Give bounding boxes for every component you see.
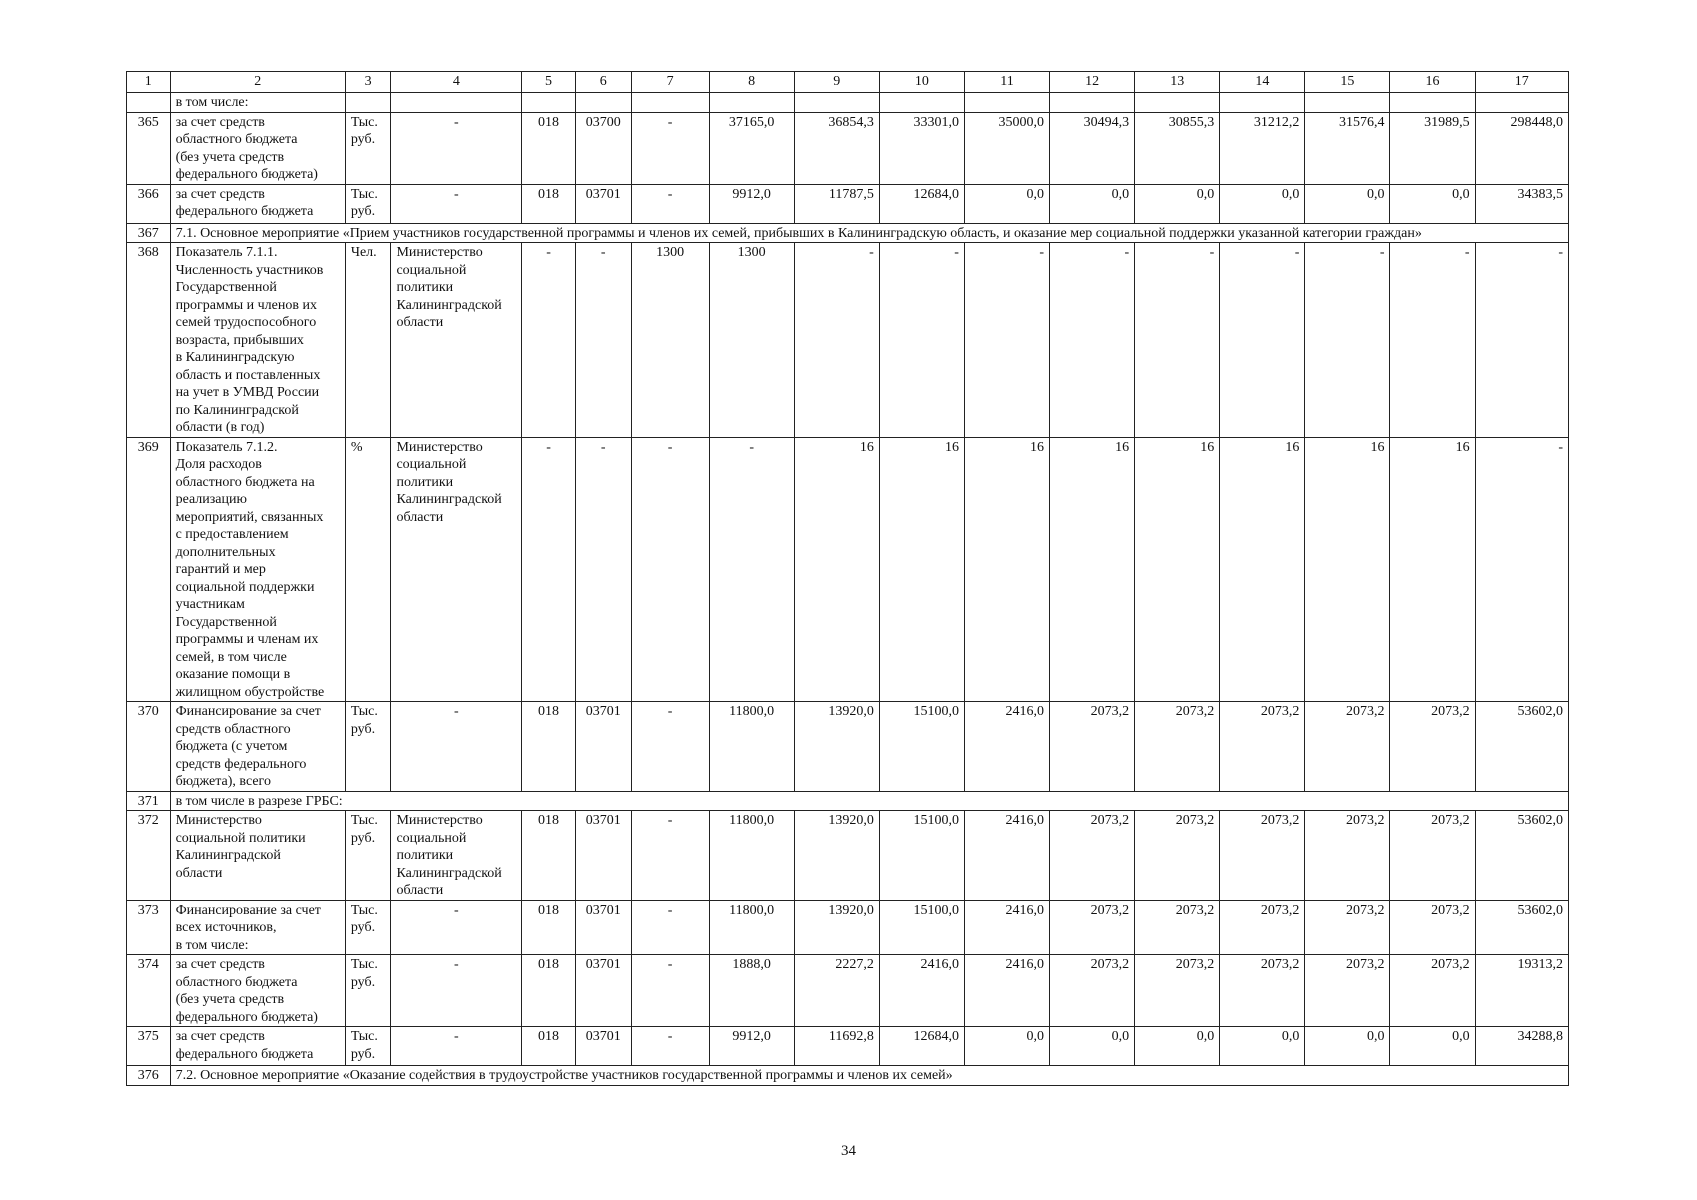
value-cell-c12: 30494,3 [1050, 112, 1135, 184]
value-cell-c10: 16 [879, 437, 964, 702]
value-cell-c11: 2416,0 [964, 900, 1049, 955]
value-cell-c8: 1300 [709, 243, 794, 438]
page-number: 34 [841, 1143, 856, 1159]
value-cell-c15: 2073,2 [1305, 811, 1390, 901]
unit-of-measure: Тыс. руб. [345, 900, 391, 955]
value-cell-c6: - [575, 437, 631, 702]
value-cell-c6: - [575, 243, 631, 438]
program-table [126, 71, 1569, 1086]
value-cell-c12: 0,0 [1050, 1027, 1135, 1066]
row-number: 372 [127, 811, 171, 901]
value-cell-c17: - [1475, 437, 1568, 702]
value-cell-c8: 37165,0 [709, 112, 794, 184]
value-cell-c5: - [522, 243, 576, 438]
column-number: 16 [1390, 72, 1475, 93]
value-cell-c8: 11800,0 [709, 702, 794, 792]
unit-of-measure: Тыс. руб. [345, 702, 391, 792]
value-cell-c13: 16 [1135, 437, 1220, 702]
table-row [127, 900, 1569, 955]
value-cell-c8: - [709, 437, 794, 702]
table-row [127, 243, 1569, 438]
value-cell-c14: 2073,2 [1220, 955, 1305, 1027]
row-number: 365 [127, 112, 171, 184]
value-cell-c12: 2073,2 [1050, 702, 1135, 792]
value-cell-c16: - [1390, 243, 1475, 438]
value-cell-c16: 2073,2 [1390, 955, 1475, 1027]
value-cell-c7: - [631, 112, 709, 184]
value-cell-c9: 11692,8 [794, 1027, 879, 1066]
value-cell-c16: 2073,2 [1390, 702, 1475, 792]
value-cell-c11: 16 [964, 437, 1049, 702]
value-cell-c11: 2416,0 [964, 811, 1049, 901]
value-cell-c15: 0,0 [1305, 184, 1390, 223]
value-cell-c13: 2073,2 [1135, 955, 1220, 1027]
value-cell-c10: 2416,0 [879, 955, 964, 1027]
value-cell-c7: - [631, 900, 709, 955]
value-cell-c5: 018 [522, 184, 576, 223]
row-number: 375 [127, 1027, 171, 1066]
value-cell-c12: 2073,2 [1050, 811, 1135, 901]
value-cell-c7: - [631, 437, 709, 702]
indicator-name: Министерство социальной политики Калининградской области [170, 811, 345, 901]
column-number: 7 [631, 72, 709, 93]
value-cell-c10: 15100,0 [879, 811, 964, 901]
value-cell-c5: 018 [522, 1027, 576, 1066]
value-cell-c14: - [1220, 243, 1305, 438]
unit-of-measure: Тыс. руб. [345, 112, 391, 184]
value-cell-c9: 13920,0 [794, 900, 879, 955]
header-row [127, 72, 1569, 93]
value-cell-c6: 03701 [575, 900, 631, 955]
responsible-executor: - [391, 900, 522, 955]
value-cell-c12: 0,0 [1050, 184, 1135, 223]
row-number: 367 [127, 223, 171, 243]
value-cell-c17: - [1475, 243, 1568, 438]
value-cell-c9: 13920,0 [794, 811, 879, 901]
value-cell-c9: 13920,0 [794, 702, 879, 792]
column-number: 2 [170, 72, 345, 93]
value-cell-c14: 31212,2 [1220, 112, 1305, 184]
column-number: 11 [964, 72, 1049, 93]
value-cell-c13: 2073,2 [1135, 811, 1220, 901]
row-number: 366 [127, 184, 171, 223]
value-cell-c12: - [1050, 243, 1135, 438]
row-number: 374 [127, 955, 171, 1027]
value-cell-c6: 03701 [575, 702, 631, 792]
column-number: 9 [794, 72, 879, 93]
indicator-name: Финансирование за счет всех источников, в том числе: [170, 900, 345, 955]
table-row [127, 811, 1569, 901]
row-number: 370 [127, 702, 171, 792]
table-row [127, 437, 1569, 702]
value-cell-c11: - [964, 243, 1049, 438]
value-cell-c15: 31576,4 [1305, 112, 1390, 184]
value-cell-c17: 19313,2 [1475, 955, 1568, 1027]
section-title: 7.1. Основное мероприятие «Прием участников государственной программы и членов их семей, прибывших в Калининградскую область, и оказание мер социальной поддержки указанной категории граждан» [170, 223, 1568, 243]
value-cell-c16: 16 [1390, 437, 1475, 702]
value-cell-c6: 03701 [575, 811, 631, 901]
column-number: 6 [575, 72, 631, 93]
responsible-executor: - [391, 112, 522, 184]
responsible-executor: - [391, 702, 522, 792]
row-number: 373 [127, 900, 171, 955]
value-cell-c16: 2073,2 [1390, 811, 1475, 901]
unit-of-measure: Тыс. руб. [345, 1027, 391, 1066]
value-cell-c12: 2073,2 [1050, 955, 1135, 1027]
value-cell-c14: 0,0 [1220, 1027, 1305, 1066]
value-cell-c10: 33301,0 [879, 112, 964, 184]
value-cell-c5: - [522, 437, 576, 702]
value-cell-c5: 018 [522, 955, 576, 1027]
table-row [127, 223, 1569, 243]
value-cell-c16: 0,0 [1390, 184, 1475, 223]
value-cell-c10: 15100,0 [879, 900, 964, 955]
value-cell-c17: 53602,0 [1475, 811, 1568, 901]
unit-of-measure: Чел. [345, 243, 391, 438]
value-cell-c12: 16 [1050, 437, 1135, 702]
responsible-executor: Министерство социальной политики Калининградской области [391, 437, 522, 702]
value-cell-c5: 018 [522, 900, 576, 955]
value-cell-c9: 11787,5 [794, 184, 879, 223]
value-cell-c11: 2416,0 [964, 955, 1049, 1027]
value-cell-c15: - [1305, 243, 1390, 438]
value-cell-c10: 12684,0 [879, 1027, 964, 1066]
value-cell-c9: 16 [794, 437, 879, 702]
value-cell-c8: 9912,0 [709, 1027, 794, 1066]
indicator-name: за счет средств областного бюджета (без учета средств федерального бюджета) [170, 955, 345, 1027]
value-cell-c14: 2073,2 [1220, 702, 1305, 792]
subheader-row [127, 93, 1569, 113]
column-number: 10 [879, 72, 964, 93]
value-cell-c7: - [631, 702, 709, 792]
table-row [127, 955, 1569, 1027]
value-cell-c13: 0,0 [1135, 1027, 1220, 1066]
value-cell-c5: 018 [522, 702, 576, 792]
value-cell-c13: 2073,2 [1135, 900, 1220, 955]
value-cell-c8: 11800,0 [709, 811, 794, 901]
value-cell-c6: 03701 [575, 1027, 631, 1066]
table-row [127, 184, 1569, 223]
value-cell-c17: 53602,0 [1475, 900, 1568, 955]
value-cell-c14: 0,0 [1220, 184, 1305, 223]
value-cell-c16: 2073,2 [1390, 900, 1475, 955]
value-cell-c15: 2073,2 [1305, 702, 1390, 792]
value-cell-c17: 34383,5 [1475, 184, 1568, 223]
column-number: 3 [345, 72, 391, 93]
responsible-executor: Министерство социальной политики Калининградской области [391, 243, 522, 438]
value-cell-c9: 2227,2 [794, 955, 879, 1027]
indicator-name: за счет средств федерального бюджета [170, 1027, 345, 1066]
value-cell-c7: 1300 [631, 243, 709, 438]
value-cell-c5: 018 [522, 811, 576, 901]
column-number: 8 [709, 72, 794, 93]
value-cell-c10: 12684,0 [879, 184, 964, 223]
unit-of-measure: Тыс. руб. [345, 955, 391, 1027]
value-cell-c11: 0,0 [964, 1027, 1049, 1066]
value-cell-c11: 2416,0 [964, 702, 1049, 792]
column-number: 1 [127, 72, 171, 93]
column-number: 14 [1220, 72, 1305, 93]
value-cell-c12: 2073,2 [1050, 900, 1135, 955]
responsible-executor: - [391, 1027, 522, 1066]
indicator-name: за счет средств областного бюджета (без учета средств федерального бюджета) [170, 112, 345, 184]
section-title: в том числе в разрезе ГРБС: [170, 791, 1568, 811]
value-cell-c6: 03700 [575, 112, 631, 184]
value-cell-c7: - [631, 955, 709, 1027]
value-cell-c13: 0,0 [1135, 184, 1220, 223]
value-cell-c16: 0,0 [1390, 1027, 1475, 1066]
value-cell-c6: 03701 [575, 955, 631, 1027]
value-cell-c15: 16 [1305, 437, 1390, 702]
value-cell-c8: 1888,0 [709, 955, 794, 1027]
row-number: 369 [127, 437, 171, 702]
table-row [127, 112, 1569, 184]
value-cell-c17: 34288,8 [1475, 1027, 1568, 1066]
responsible-executor: - [391, 184, 522, 223]
value-cell-c11: 35000,0 [964, 112, 1049, 184]
column-number: 4 [391, 72, 522, 93]
value-cell-c11: 0,0 [964, 184, 1049, 223]
row-number: 371 [127, 791, 171, 811]
column-number: 15 [1305, 72, 1390, 93]
value-cell-c10: 15100,0 [879, 702, 964, 792]
indicator-name: Показатель 7.1.2. Доля расходов областного бюджета на реализацию мероприятий, связанных с предоставлением дополнительных гарантий и мер социальной поддержки участникам Государственной программы и членам их семей, в том числе оказание помощи в жилищном обустройстве [170, 437, 345, 702]
value-cell-c9: 36854,3 [794, 112, 879, 184]
value-cell-c14: 2073,2 [1220, 811, 1305, 901]
column-number: 13 [1135, 72, 1220, 93]
value-cell-c7: - [631, 811, 709, 901]
value-cell-c9: - [794, 243, 879, 438]
value-cell-c17: 53602,0 [1475, 702, 1568, 792]
table-row [127, 1027, 1569, 1066]
value-cell-c17: 298448,0 [1475, 112, 1568, 184]
section-title: 7.2. Основное мероприятие «Оказание содействия в трудоустройстве участников государственной программы и членов их семей» [170, 1066, 1568, 1086]
value-cell-c7: - [631, 184, 709, 223]
value-cell-c8: 9912,0 [709, 184, 794, 223]
value-cell-c14: 2073,2 [1220, 900, 1305, 955]
row-number: 376 [127, 1066, 171, 1086]
unit-of-measure: % [345, 437, 391, 702]
value-cell-c13: 30855,3 [1135, 112, 1220, 184]
indicator-name: Финансирование за счет средств областного бюджета (с учетом средств федерального бюджета), всего [170, 702, 345, 792]
subheader-label: в том числе: [170, 93, 345, 113]
value-cell-c13: - [1135, 243, 1220, 438]
responsible-executor: - [391, 955, 522, 1027]
value-cell-c10: - [879, 243, 964, 438]
indicator-name: за счет средств федерального бюджета [170, 184, 345, 223]
value-cell-c8: 11800,0 [709, 900, 794, 955]
unit-of-measure: Тыс. руб. [345, 811, 391, 901]
value-cell-c7: - [631, 1027, 709, 1066]
column-number: 17 [1475, 72, 1568, 93]
value-cell-c6: 03701 [575, 184, 631, 223]
table-row [127, 1066, 1569, 1086]
value-cell-c14: 16 [1220, 437, 1305, 702]
row-number: 368 [127, 243, 171, 438]
value-cell-c13: 2073,2 [1135, 702, 1220, 792]
indicator-name: Показатель 7.1.1. Численность участников Государственной программы и членов их семей трудоспособного возраста, прибывших в Калининградскую область и поставленных на учет в УМВД России по Калининградской области (в год) [170, 243, 345, 438]
value-cell-c16: 31989,5 [1390, 112, 1475, 184]
table-row [127, 791, 1569, 811]
value-cell-c15: 2073,2 [1305, 955, 1390, 1027]
value-cell-c15: 0,0 [1305, 1027, 1390, 1066]
responsible-executor: Министерство социальной политики Калининградской области [391, 811, 522, 901]
column-number: 5 [522, 72, 576, 93]
column-number: 12 [1050, 72, 1135, 93]
table-row [127, 702, 1569, 792]
value-cell-c5: 018 [522, 112, 576, 184]
unit-of-measure: Тыс. руб. [345, 184, 391, 223]
value-cell-c15: 2073,2 [1305, 900, 1390, 955]
